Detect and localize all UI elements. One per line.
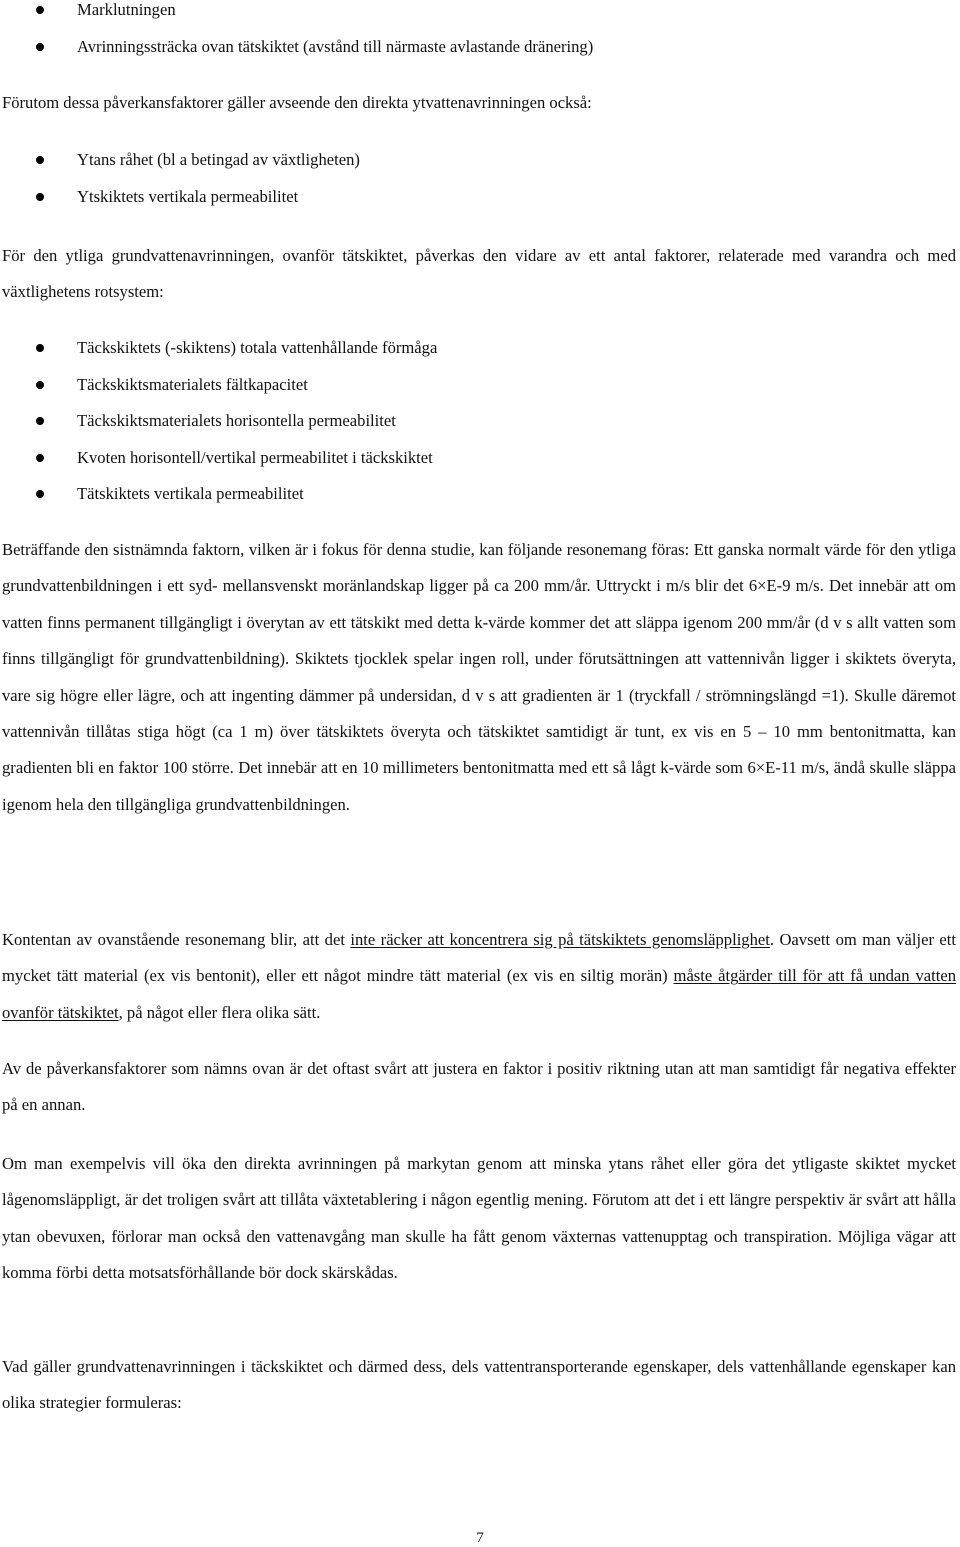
list-item-text: Täckskiktsmaterialets fältkapacitet: [77, 374, 308, 394]
body-paragraph-3: Av de påverkansfaktorer som nämns ovan är det oftast svårt att justera en faktor i positiv riktning utan att man samtidigt får negativa effekter på en annan.: [2, 1059, 956, 1115]
list-item-text: Täckskiktsmaterialets horisontella permeabilitet: [77, 411, 396, 430]
bullet-icon: [36, 344, 44, 352]
bullet-icon: [36, 156, 44, 164]
body-paragraph-4: Om man exempelvis vill öka den direkta avrinningen på markytan genom att minska ytans råhet eller göra det ytligaste skiktet mycket lågenomsläppligt, är det troligen svårt att tillåta växtetablering i någon egentlig mening. Förutom att det i ett längre perspektiv är svårt att hålla ytan obevuxen, förlorar man också den vattenavgång man skulle ha fått genom växternas vattenupptag och transpiration. Möjliga vägar att komma förbi detta motsatsförhållande bör dock skärskådas.: [2, 1154, 956, 1283]
intro-paragraph-2: För den ytliga grundvattenavrinningen, ovanför tätskiktet, påverkas den vidare av ett antal faktorer, relaterade med varandra och med växtlighetens rotsystem:: [2, 246, 956, 302]
bullet-icon: [36, 454, 44, 462]
list-item: [0, 37, 960, 74]
list-item-text: Ytans råhet (bl a betingad av växtligheten): [77, 150, 360, 169]
list-item: [0, 375, 960, 412]
bullet-icon: [36, 43, 44, 51]
list-item: [0, 0, 960, 37]
list-item: [0, 411, 960, 448]
paragraph-text: , på något eller flera olika sätt.: [118, 1002, 321, 1022]
underlined-emphasis: inte räcker att koncentrera sig på tätskiktets genomsläpplighet: [350, 930, 770, 949]
underlined-emphasis: måste åtgärder till för att få undan vatten ovanför tätskiktet: [2, 966, 957, 1022]
bullet-icon: [36, 490, 44, 498]
bullet-icon: [36, 6, 44, 14]
bullet-icon: [36, 193, 44, 201]
list-item: [0, 187, 960, 224]
list-item: [0, 484, 960, 521]
list-item-text: Ytskiktets vertikala permeabilitet: [77, 186, 299, 206]
body-paragraph-5: Vad gäller grundvattenavrinningen i täckskiktet och därmed dess, dels vattentransporterande egenskaper, dels vattenhållande egenskaper kan olika strategier formuleras:: [2, 1357, 956, 1413]
list-item: [0, 338, 960, 375]
bullet-icon: [36, 381, 44, 389]
list-item: [0, 448, 960, 485]
list-item-text: Täckskiktets (-skiktens) totala vattenhållande förmåga: [77, 338, 438, 357]
page-number: 7: [476, 1530, 484, 1546]
bullet-icon: [36, 417, 44, 425]
bullet-list-1: [0, 0, 960, 73]
list-item-text: Avrinningssträcka ovan tätskiktet (avstånd till närmaste avlastande dränering): [77, 36, 594, 56]
bullet-list-3: [0, 338, 960, 521]
paragraph-text: Kontentan av ovanstående resonemang blir, att det: [2, 930, 351, 949]
list-item-text: Kvoten horisontell/vertikal permeabilitet i täckskiktet: [77, 447, 433, 467]
bullet-list-2: [0, 150, 960, 223]
paragraph-text: . Oavsett om man väljer ett mycket tätt material (ex vis bentonit), eller ett något mindre tätt material (ex vis en siltig morän): [2, 930, 956, 986]
list-item: [0, 150, 960, 187]
list-item-text: Marklutningen: [77, 0, 176, 19]
intro-paragraph-1: Förutom dessa påverkansfaktorer gäller avseende den direkta ytvattenavrinningen också:: [2, 93, 592, 112]
body-paragraph-1: Beträffande den sistnämnda faktorn, vilken är i fokus för denna studie, kan följande resonemang föras: Ett ganska normalt värde för den ytliga grundvattenbildningen i ett syd- mellansvenskt moränlandskap ligger på ca 200 mm/år. Uttryckt i m/s blir det 6×E-9 m/s. Det innebär att om vatten finns permanent tillgängligt i överytan av ett tätskikt med detta k-värde kommer det att släppa igenom 200 mm/år (d v s allt vatten som finns tillgängligt för grundvattenbildning). Skiktets tjocklek spelar ingen roll, under förutsättningen att vattennivån ligger i skiktets överyta, vare sig högre eller lägre, och att ingenting dämmer på undersidan, d v s att gradienten är 1 (tryckfall / strömningslängd =1). Skulle däremot vattennivån tillåtas stiga högt (ca 1 m) över tätskiktets överyta och tätskiktet samtidigt är tunt, ex vis en 5 – 10 mm bentonitmatta, kan gradienten bli en faktor 100 större. Det innebär att en 10 millimeters bentonitmatta med ett så lågt k-värde som 6×E-11 m/s, ändå skulle släppa igenom hela den tillgängliga grundvattenbildningen.: [2, 540, 956, 814]
list-item-text: Tätskiktets vertikala permeabilitet: [77, 484, 304, 503]
body-paragraph-2: [0, 922, 956, 1031]
